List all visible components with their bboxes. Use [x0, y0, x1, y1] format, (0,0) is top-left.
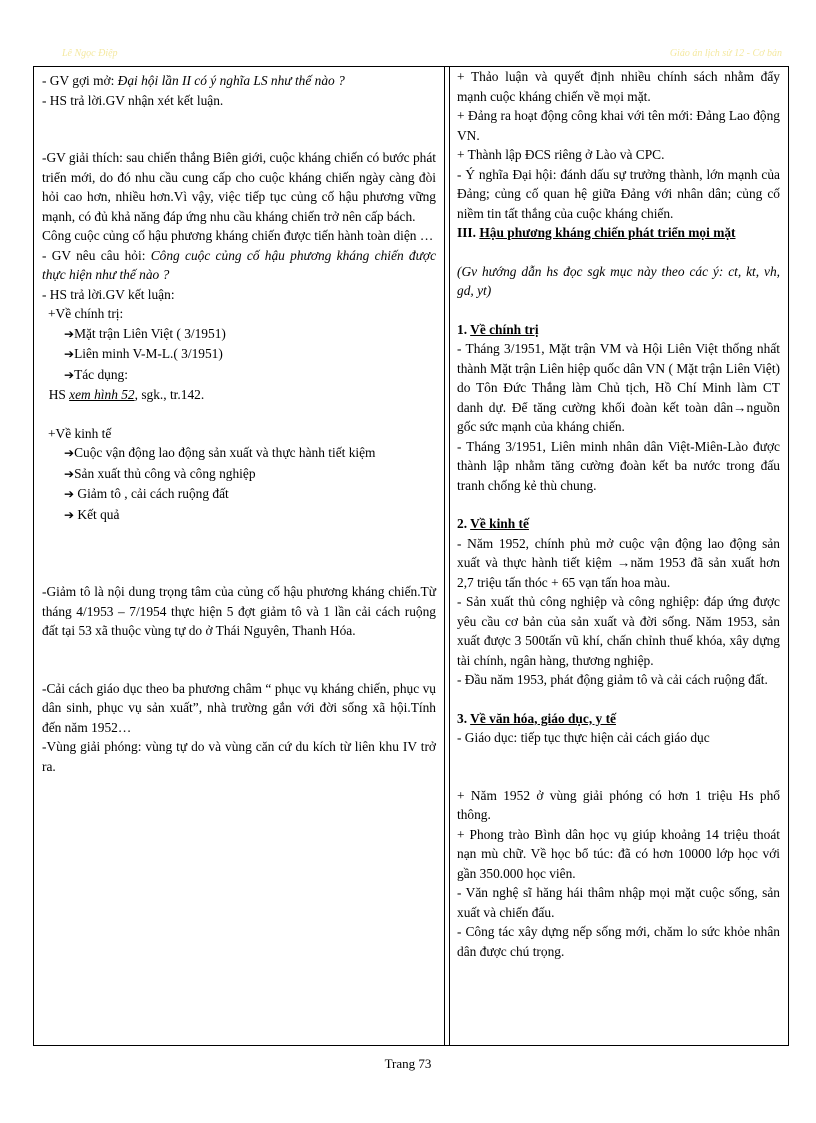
arrow-icon: ➔ [64, 347, 75, 361]
reference-prefix: HS [42, 387, 70, 402]
spacer [457, 243, 780, 262]
teacher-student-activity-column [34, 67, 445, 1045]
paragraph: - Ý nghĩa Đại hội: đánh dấu sự trưởng thành, lớn mạnh của Đảng; củng cố quan hệ giữa Đảng với nhân dân; củng cố niềm tin tất thắng của cuộc kháng chiến. [457, 166, 780, 221]
arrow-icon: ➔ [64, 487, 75, 501]
subsection-text: Về chính trị [470, 321, 539, 337]
paragraph: - Tháng 3/1951, Mặt trận VM và Hội Liên Việt thống nhất thành Mặt trận Liên hiệp quốc dân VN ( Mặt trận Liên Việt) do Tôn Đức Thắng làm Chủ tịch, Hồ Chí Minh làm CT danh dự. Để tăng cường khối đoàn kết toàn dân→nguồn gốc sức mạnh của kháng chiến. [457, 341, 780, 434]
arrow-item-text: Giảm tô , cải cách ruộng đất [74, 486, 229, 501]
subsection-number: 3. [457, 710, 471, 726]
subsection-number: 2. [457, 516, 471, 531]
spacer [42, 641, 436, 679]
arrow-icon: ➔ [64, 367, 75, 382]
arrow-item [42, 484, 436, 505]
section-label: +Về kinh tế [48, 425, 112, 441]
arrow-item-text: Sản xuất thủ công và công nghiệp [74, 465, 256, 481]
subsection-text: Về kinh tế [470, 516, 529, 531]
paragraph: + Phong trào Bình dân học vụ giúp khoảng 14 triệu thoát nạn mù chữ. Về học bổ túc: đã có hơn 10000 lớp học với gần 350.000 học viên. [457, 826, 780, 881]
paragraph: + Thảo luận và quyết định nhiều chính sách nhằm đẩy mạnh cuộc kháng chiến về mọi mặt. [457, 69, 780, 104]
spacer [42, 405, 436, 424]
arrow-item-text: Cuộc vận động lao động sản xuất và thực hành tiết kiệm [74, 445, 376, 460]
spacer [457, 748, 780, 786]
arrow-item-text: Kết quả [74, 506, 120, 522]
section-label: +Về chính trị: [48, 306, 124, 321]
subsection-heading [457, 320, 780, 340]
arrow-item [42, 344, 436, 365]
arrow-icon: ➔ [64, 446, 75, 460]
spacer [457, 495, 780, 514]
arrow-item [42, 324, 436, 345]
paragraph: - Giáo dục: tiếp tục thực hiện cải cách giáo dục [457, 730, 710, 745]
arrow-item-text: Tác dụng: [74, 366, 128, 382]
lesson-content-column [449, 67, 788, 1045]
page-header-left: Lê Ngọc Điệp [62, 48, 118, 59]
paragraph: -Cải cách giáo dục theo ba phương châm “ phục vụ kháng chiến, phục vụ dân sinh, phục vụ sản xuất”, nhà trường gắn với đời sống xã hội.Tính đến năm 1952… [42, 680, 436, 735]
paragraph: - Năm 1952, chính phủ mở cuộc vận động lao động sản xuất và thực hành tiết kiệm →năm 1953 đã sản xuất hơn 2,7 triệu tấn thóc + 65 vạn tấn hoa màu. [457, 535, 780, 590]
lesson-table [33, 66, 789, 1046]
heading-text: Hậu phương kháng chiến phát triển mọi mặt [479, 225, 736, 240]
section-heading [457, 223, 780, 243]
paragraph: + Năm 1952 ở vùng giải phóng có hơn 1 triệu Hs phổ thông. [457, 787, 780, 822]
spacer [457, 690, 780, 709]
paragraph: Công cuộc củng cố hậu phương kháng chiến được tiến hành toàn diện … [42, 228, 434, 243]
paragraph: - Đầu năm 1953, phát động giảm tô và cải cách ruộng đất. [457, 672, 768, 687]
reference-suffix: , sgk., tr.142. [134, 387, 205, 402]
paragraph: -GV giải thích: sau chiến thắng Biên giới, cuộc kháng chiến có bước phát triển mới, do đó nhu cầu cung cấp cho cuộc kháng chiến ngày càng đòi hỏi cao hơn, nhiều hơn.Vì vậy, việc tiếp tục củng cố hậu phương vững mạnh, có đủ khả năng đáp ứng nhu cầu kháng chiến trở nên cấp bách. [42, 150, 436, 224]
arrow-icon: ➔ [64, 507, 75, 522]
subsection-number: 1. [457, 321, 471, 337]
subsection-heading [457, 514, 780, 534]
question-prefix: - GV gợi mở: [42, 73, 118, 88]
question-text: Đại hội lần II có ý nghĩa LS như thế nào ? [117, 73, 345, 88]
heading-number: III. [457, 225, 480, 240]
question-prefix: - GV nêu câu hỏi: [42, 247, 151, 263]
arrow-item [42, 443, 436, 464]
figure-reference [42, 385, 436, 405]
arrow-icon: ➔ [64, 326, 75, 341]
page-header-right: Giáo án lịch sử 12 - Cơ bản [669, 48, 782, 59]
arrow-item [42, 505, 436, 526]
subsection-text: Về văn hóa, giáo dục, y tế [470, 710, 616, 726]
paragraph: - HS trả lời.GV nhận xét kết luận. [42, 92, 224, 108]
arrow-item-text: Liên minh V-M-L.( 3/1951) [74, 346, 223, 361]
italic-note: (Gv hướng dẫn hs đọc sgk mục này theo các ý: ct, kt, vh, gd, yt) [457, 263, 780, 298]
reference-link: xem hình 52 [69, 387, 135, 402]
spacer [457, 301, 780, 320]
paragraph: + Đảng ra hoạt động công khai với tên mới: Đảng Lao động VN. [457, 108, 780, 143]
arrow-item [42, 464, 436, 485]
teacher-question [42, 71, 436, 91]
spacer [42, 110, 436, 148]
page-number: Trang 73 [384, 1056, 432, 1071]
paragraph: - Văn nghệ sĩ hăng hái thâm nhập mọi mặt cuộc sống, sản xuất và chiến đấu. [457, 885, 780, 920]
question-text: Công cuộc củng cố hậu phương kháng chiến được thực hiện như thế nào ? [42, 247, 437, 282]
paragraph: - Sản xuất thủ công nghiệp và công nghiệp: đáp ứng được yêu cầu cơ bản của sản xuất và đời sống. Năm 1953, sản xuất được 3 500tấn vũ khí, chấn chỉnh thuế khóa, xây dựng tài chính, ngân hàng, thương nghiệp. [457, 594, 780, 668]
paragraph: - Công tác xây dựng nếp sống mới, chăm lo sức khỏe nhân dân được chú trọng. [457, 924, 780, 959]
subsection-heading [457, 709, 780, 729]
paragraph: - Tháng 3/1951, Liên minh nhân dân Việt-Miên-Lào được thành lập nhằm tăng cường đoàn kết ba nước trong đấu tranh chống kẻ thù chung. [457, 438, 780, 493]
paragraph: + Thành lập ĐCS riêng ở Lào và CPC. [457, 147, 665, 162]
spacer [42, 525, 436, 582]
arrow-item-text: Mặt trận Liên Việt ( 3/1951) [74, 325, 226, 341]
paragraph: - HS trả lời.GV kết luận: [42, 286, 175, 302]
teacher-question [42, 246, 436, 285]
paragraph: -Vùng giải phóng: vùng tự do và vùng căn cứ du kích từ liên khu IV trở ra. [42, 739, 436, 774]
arrow-item [42, 365, 436, 386]
arrow-icon: ➔ [64, 466, 75, 481]
paragraph: -Giảm tô là nội dung trọng tâm của củng cố hậu phương kháng chiến.Từ tháng 4/1953 – 7/1954 thực hiện 5 đợt giảm tô và 1 lần cải cách ruộng đất tại 53 xã thuộc vùng tự do ở Thái Nguyên, Thanh Hóa. [42, 584, 436, 638]
